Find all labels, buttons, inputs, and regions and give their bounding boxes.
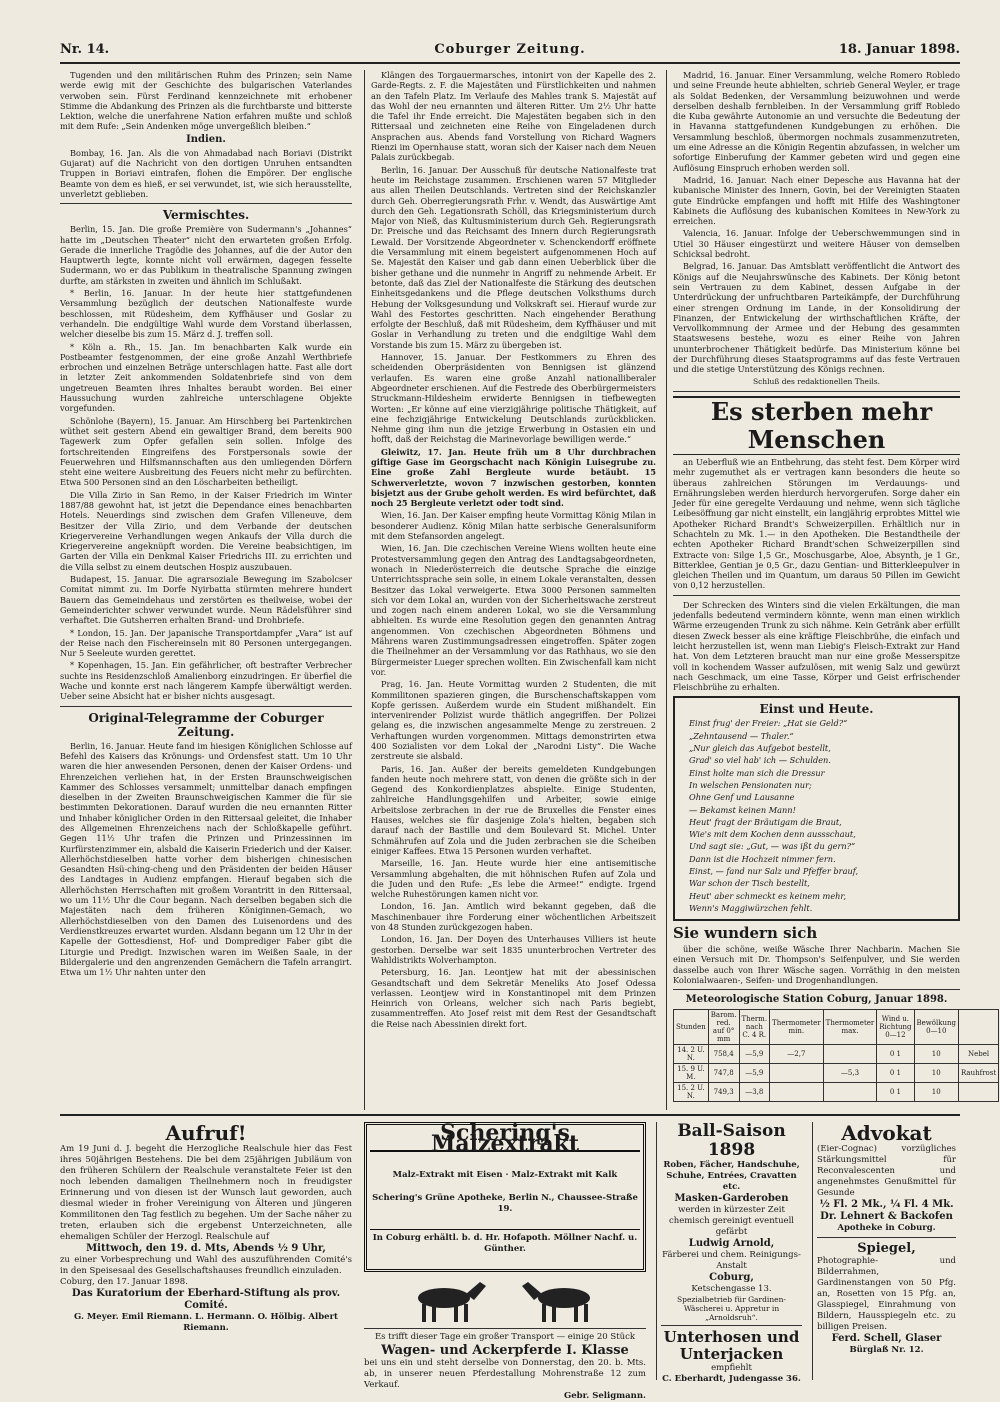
- article-paragraph: Klängen des Torgauermarsches, intonirt von der Kapelle des 2. Garde-Regts. z. F. die Majestäten und Fürstlichkeiten und nahmen an den Tafeln Platz. Im Verlaufe des Mahles trank S. Majestät auf das Wohl der neu ernannten und älteren Ritter. Um 2½ Uhr hatte die Tafel ihr Ende erreicht. Die Majestäten begaben sich in den Rittersaal und zeichneten eine Reihe von Eingeladenen durch Ansprachen aus. Abends fand Vorstellung von Richard Wagners Rienzi im Opernhause statt, woran sich der Kaiser nach dem Neuen Palais zurückbegab.: [371, 70, 656, 163]
- column-1: [60, 70, 352, 1110]
- ad-text: empfiehlt: [711, 1363, 752, 1373]
- ad-firm: Ferd. Schell, Glaser: [831, 1333, 942, 1344]
- ad-title: Aufruf!: [165, 1121, 247, 1145]
- poem-line: Dann ist die Hochzeit nimmer fern.: [689, 853, 836, 864]
- table-cell: 10: [914, 1083, 958, 1102]
- poem-line: „Zehntausend — Thaler.“: [689, 730, 794, 741]
- table-header-cell: Wind u. Richtung 0—12: [877, 1010, 914, 1045]
- table-cell: —5,9: [739, 1045, 770, 1064]
- horse-illustration: [364, 1276, 646, 1324]
- weather-table: [673, 1009, 999, 1102]
- table-cell: [823, 1083, 877, 1102]
- editorial-end-note: Schluß des redaktionellen Theils.: [752, 376, 881, 386]
- table-cell: 10: [914, 1064, 958, 1083]
- table-header-cell: Bewölkung 0—10: [914, 1010, 958, 1045]
- divider: [673, 989, 960, 990]
- article-paragraph: Die Villa Zirio in San Remo, in der Kaiser Friedrich im Winter 1887/88 gewohnt hat, ist jetzt die Dependance eines benachbarten Hotels. Neuerdings sind zwischen dem Grafen Villeneuve, dem Besitzer der Villa Zirio, und dem Verbande der deutschen Kriegervereine Verhandlungen wegen Ankaufs der Villa durch die Kriegervereine angeknüpft worden. Die Vereine beabsichtigen, im Garten der Villa ein Denkmal Kaiser Friedrichs III. zu errichten und die Villa selbst zu einem deutschen Hospiz auszubauen.: [60, 489, 352, 572]
- section-heading: Indien.: [186, 133, 226, 145]
- ad-firm: Ludwig Arnold,: [688, 1238, 775, 1249]
- ad-text: über die schöne, weiße Wäsche Ihrer Nachbarin. Machen Sie einen Versuch mit Dr. Thompson's Seifenpulver, und Sie werden dasselbe auch von Ihrer Wäsche sagen. Vorräthig in den meisten Kolonialwaaren-, Seifen- und Drogenhandlungen.: [673, 944, 960, 986]
- poem-line: Heut' aber schmeckt es keinem mehr,: [689, 890, 847, 901]
- poem-line: — Bekamst keinen Mann!: [689, 804, 796, 815]
- poem-line: Grad' so viel hab' ich — Schulden.: [689, 755, 831, 766]
- ad-signature: Das Kuratorium der Eberhard-Stiftung als prov. Comité.: [71, 1288, 341, 1311]
- article-paragraph: * Berlin, 16. Januar. In der heute hier stattgefundenen Versammlung bezüglich der deutschen Nationalfeste wurde beschlossen, mit Rüdesheim, dem Kyffhäuser und Goslar zu verhandeln. Die endgültige Wahl wurde dem Vorstand überlassen, welcher dieselbe bis zum 15. März d. J. treffen soll.: [60, 288, 352, 340]
- divider: [661, 1325, 802, 1326]
- table-header-cell: Thermometer max.: [823, 1010, 877, 1045]
- advertisement-section: [60, 1114, 960, 1401]
- ad-text: bei uns ein und steht derselbe von Donnerstag, den 20. b. Mts. ab, in unserer neuen Pferdestallung Mohrenstraße 12 zum Verkauf.: [364, 1358, 646, 1390]
- table-cell: 0 1: [877, 1083, 914, 1102]
- table-cell: Nebel: [959, 1045, 999, 1064]
- article-paragraph: Budapest, 15. Januar. Die agrarsoziale Bewegung im Szabolcser Comitat nimmt zu. Im Dorfe Nyirbatta stürmten mehrere hundert Bauern das Gemeindehaus und zerstörten es theilweise, wobei der Gemeinderichter schwer verwundet wurde. Neun Rädelsführer sind verhaftet. Die Gutsherren erhalten Brand- und Drohbriefe.: [60, 574, 352, 626]
- divider: [817, 1237, 956, 1238]
- poem-line: In welschen Pensionaten nur;: [689, 779, 812, 790]
- article-paragraph: Bombay, 16. Jan. Als die von Ahmadabad nach Boriavi (Distrikt Gujarat) auf die Nachricht von den dortigen Unruhen entsandten Truppen in Boriavi eintrafen, flohen die Empörer. Der englische Beamte von dem es hieß, er sei verwundet, ist, wie sich herausstellte, unverletzt geblieben.: [60, 147, 352, 199]
- ad-city: Coburg,: [709, 1272, 754, 1283]
- table-header-cell: Stunden: [674, 1010, 709, 1045]
- ad-text: (Eier-Cognac) vorzügliches Stärkungsmittel für Reconvalescenten und angenehmstes Genußmittel für Gesunde: [817, 1144, 956, 1198]
- table-row: [674, 1045, 999, 1064]
- article-paragraph: * Kopenhagen, 15. Jan. Ein gefährlicher, oft bestrafter Verbrecher suchte ins Residenzschloß Amalienborg einzudringen. Er überfiel die Wache und konnte erst nach längerem Kampfe überwältigt werden. Ueber seine Absicht hat er bisher nichts ausgesagt.: [60, 660, 352, 702]
- article-paragraph: Valencia, 16. Januar. Infolge der Ueberschwemmungen sind in Utiel 30 Häuser eingestürzt und weitere Häuser von demselben Schicksal bedroht.: [673, 228, 960, 260]
- ad-firm: Dr. Lehnert & Backofen: [820, 1211, 953, 1222]
- table-cell: 15. 9 U. M.: [674, 1064, 709, 1083]
- divider: [60, 203, 352, 204]
- issue-number: Nr. 14.: [60, 42, 110, 57]
- column-3: [666, 70, 997, 1110]
- ad-address: Bürglaß Nr. 12.: [849, 1345, 924, 1355]
- ad-text: Photographie- und Bilderrahmen, Gardinenstangen von 50 Pfg. an, Rosetten von 15 Pfg. an, Glasspiegel, Einrahmung von Bildern, Hausspiegeln etc. zu billigen Preisen.: [817, 1256, 956, 1332]
- divider: [364, 1328, 646, 1329]
- weather-title: Meteorologische Station Coburg, Januar 1898.: [685, 994, 948, 1006]
- article-paragraph: Tugenden und den militärischen Ruhm des Prinzen; sein Name werde ewig mit der Geschichte des bulgarischen Vaterlandes verwoben sein. Fürst Ferdinand kennzeichnete mit erhobener Stimme die Abdankung des Prinzen als die furchtbarste und bitterste Lektion, welche die unerfahrene Nation erfahren mußte und schloß mit dem Rufe: „Sein Andenken möge unvergeßlich bleiben.“: [60, 70, 352, 132]
- divider: [673, 391, 960, 392]
- article-paragraph: Berlin, 15. Jan. Die große Première von Sudermann's „Johannes“ hatte im „Deutschen Theater“ nicht den erwarteten großen Erfolg. Gerade die innerliche Tragödie des Johannes, auf die der Autor den Hauptwerth legte, konnte nicht voll erwärmen, dagegen fesselte Sudermann, wo er das Publikum in theatralische Spannung zwingen durfte, am stärksten in zweiten und ähnlich im Schlußakt.: [60, 224, 352, 286]
- horse-icon: [364, 1276, 646, 1324]
- ad-title: Wagen- und Ackerpferde I. Klasse: [381, 1343, 629, 1358]
- ad-text: zu einer Vorbesprechung und Wahl des auszuführenden Comité's in den Speisesaal des Gesellschaftshauses freundlich einzuladen.: [60, 1255, 352, 1276]
- ad-price: ½ Fl. 2 Mk., ¼ Fl. 4 Mk.: [819, 1199, 954, 1210]
- article-paragraph: * Köln a. Rh., 15. Jan. Im benachbarten Kalk wurde ein Postbeamter festgenommen, der eine große Anzahl Werthbriefe erbrochen und einzelnen Beträge unterschlagen hatte. Fast alle dort in letzter Zeit ankommenden Soldatenbriefe sind von dem ungetreuen Beamten ihres Inhaltes beraubt worden. Bei einer Haussuchung wurden zahlreiche unterschlagene Objekte vorgefunden.: [60, 341, 352, 414]
- poem-line: Ohne Genf und Lausanne: [689, 792, 795, 803]
- table-cell: 14. 2 U. N.: [674, 1045, 709, 1064]
- table-cell: 0 1: [877, 1064, 914, 1083]
- article-paragraph: Schönlohe (Bayern), 15. Januar. Am Hirschberg bei Partenkirchen wüthet seit gestern Abend ein gewaltiger Brand, dem bereits 900 Tagewerk zum Opfer gefallen sein sollen. Infolge des fortschreitenden Eingreifens des Forstpersonals sowie der Feuerwehren und Hilfsmannschaften aus den umliegenden Dörfern steht eine weitere Ausbreitung des Feuers nicht mehr zu befürchten. Etwa 500 Personen sind an den Löscharbeiten betheiligt.: [60, 415, 352, 488]
- article-paragraph: Belgrad, 16. Januar. Das Amtsblatt veröffentlicht die Antwort des Königs auf die Neujahrswünsche des Kabinets. Der König betont sein Vertrauen zu dem Kabinet, dessen Aufgabe in der Unterdrückung der unfruchtbaren Parteikämpfe, der Durchführung einer strengen Ordnung im Lande, in der Konsolidirung der Finanzen, der Entwickelung der wirthschaftlichen Kräfte, der Vervollkommnung der Armee und der Hebung des gesammten Staatswesens bestehe, wozu es einer Reihe von Jahren ununterbrochener Thätigkeit bedürfe. Das Ministerium könne bei der Durchführung dieses Staatsprogramms auf das feste Vertrauen und die stetige Unterstützung des Königs rechnen.: [673, 261, 960, 375]
- table-row: [674, 1064, 999, 1083]
- article-paragraph: Madrid, 16. Januar. Nach einer Depesche aus Havanna hat der kubanische Minister des Innern, Govin, bei der Vereinigten Staaten gute Eindrücke empfangen und hofft mit Hilfe des Washingtoner Kabinets die Auflösung des kubanischen Komitees in New-York zu erreichen.: [673, 174, 960, 227]
- table-cell: —5,9: [739, 1064, 770, 1083]
- article-paragraph: Paris, 16. Jan. Außer der bereits gemeldeten Kundgebungen fanden heute noch mehrere statt, von denen die größte sich in der Gegend des Konkordienplatzes abspielte. Einige Studenten, zahlreiche Handlungsgehilfen und Arbeiter, sowie einige Arbeitslose zerbrachen in der rue de Bruxelles die Fenster eines Hauses, welches sie für dasjenige Zola's hielten, begaben sich darauf nach der Bastille und dem Boulevard St. Michel. Unter Schmährufen auf Zola und die Juden zerbrachen sie die Scheiben einiger Kaffees. Etwa 15 Personen wurden verhaftet.: [371, 763, 656, 856]
- ad-text: Der Schrecken des Winters sind die vielen Erkältungen, die man jedenfalls bedeutend vermindern könnte, wenn man einen wirklich Wärme erzeugenden Trunk zu sich nähme. Kein Getränk aber erfüllt diesen Zweck besser als eine kräftige Fleischbrühe, die einfach und leicht herzustellen ist, wenn man Liebig's Fleisch-Extrakt zur Hand hat. Von dem Letzteren braucht man nur eine große Messerspitze voll in kochendem Wasser aufzulösen, mit wenig Salz und gewürzt nach Geschmack, um eine Tasse, Körper und Geist erfrischender Fleischbrühe zu erhalten.: [673, 599, 960, 693]
- ad-signature: Gebr. Seligmann.: [564, 1391, 646, 1401]
- ball-saison-ad: [656, 1121, 806, 1384]
- table-cell: 10: [914, 1045, 958, 1064]
- table-cell: 749,3: [708, 1083, 739, 1102]
- ad-text: werden in kürzester Zeit chemisch gereinigt eventuell gefärbt: [668, 1205, 795, 1237]
- table-cell: Rauhfrost: [959, 1064, 999, 1083]
- divider: [673, 595, 960, 596]
- poem-line: Einst, — fand nur Salz und Pfeffer brauf,: [689, 866, 859, 876]
- ad-text: Malz-Extrakt mit Eisen · Malz-Extrakt mit Kalk: [392, 1170, 618, 1180]
- ad-text: Apotheke in Coburg.: [837, 1223, 936, 1233]
- ad-text: In Coburg erhältl. b. d. Hr. Hofapoth. Möllner Nachf. u. Günther.: [370, 1229, 640, 1255]
- article-paragraph: Berlin, 16. Januar. Der Ausschuß für deutsche Nationalfeste trat heute im Reichstage zusammen. Erschienen waren 57 Mitglieder aus allen Theilen Deutschlands. Vertreten sind der Reichskanzler durch Geh. Oberregierungsrath Frhr. v. Wendt, das Auswärtige Amt durch den Geh. Legationsrath Schöll, das Kriegsministerium durch Major von Nieß, das Kultusministerium durch Geh. Regierungsrath Dr. Preische und das Reichsamt des Innern durch Regierungsrath Lewald. Der Vorsitzende Abgeordneter v. Schenckendorff eröffnete die Versammlung mit einem begeistert aufgenommenen Hoch auf Se. Majestät den Kaiser und gab dann einen Ueberblick über die bisher gethane und die nunmehr in Angriff zu nehmende Arbeit. Er betonte, daß das Ziel der Nationalfeste die Stärkung des deutschen Einheitsgedankens und die Pflege deutschen Volksthums durch Hebung der Volksgesundung und Volkskraft sei. Hierauf wurde zur Wahl des Festortes geschritten. Nach eingehender Berathung erfolgte der Beschluß, daß mit Rüdesheim, dem Kyffhäuser und mit Goslar in Verhandlung zu treten und die endgiltige Wahl dem Vorstande bis zum 15. März zu übergeben ist.: [371, 164, 656, 350]
- ad-title: Advokat: [841, 1121, 932, 1145]
- poem-line: Einst frug' der Freier: „Hat sie Geld?“: [689, 718, 848, 729]
- article-paragraph: Prag, 16. Jan. Heute Vormittag wurden 2 Studenten, die mit Kommilitonen spazieren gingen, die Burschenschaftskappen vom Kopfe gerissen. Außerdem wurde ein Student mißhandelt. Ein intervenirender Polizist wurde thätlich angegriffen. Der Polizei gelang es, die inzwischen angesammelte Menge zu zerstreuen. 2 Verhaftungen wurden vorgenommen. Mittags demonstrirten etwa 400 Sozialisten vor dem Lokal der „Narodni Listy“. Die Wache zerstreute sie alsbald.: [371, 679, 656, 762]
- ad-text: Spezialbetrieb für Gardinen-Wäscherei u. Appretur in „Arnoldsruh“.: [677, 1295, 786, 1322]
- poem-line: Wenn's Maggiwürzchen fehlt.: [689, 902, 813, 913]
- ad-address: Ketschengasse 13.: [691, 1284, 772, 1294]
- ad-date: Mittwoch, den 19. d. Mts, Abends ½ 9 Uhr,: [86, 1243, 326, 1254]
- table-cell: [770, 1064, 824, 1083]
- newspaper-title: Coburger Zeitung.: [434, 42, 586, 57]
- aufruf-ad: [60, 1122, 352, 1380]
- poem-line: Und sagt sie: „Gut, — was ißt du gern?“: [689, 841, 856, 852]
- table-cell: 758,4: [708, 1045, 739, 1064]
- ad-signature: C. Eberhardt, Judengasse 36.: [662, 1374, 801, 1384]
- article-paragraph: Hannover, 15. Januar. Der Festkommers zu Ehren des scheidenden Oberpräsidenten von Bennigsen ist glänzend verlaufen. Es waren eine große Anzahl nationalliberaler Abgeordneter erschienen. Auf die Festrede des Oberbürgermeisters Struckmann-Hildesheim erwiderte Bennigsen in tiefbewegten Worten: „Er könne auf eine vierzigjährige politische Thätigkeit, auf eine fechzigjährige Entwickelung Deutschlands zurückblicken. Nehme ging ihm nun die jetzige Erwerbung in Ostasien ein und hofft, daß der Reichstag die Marinevorlage bewilligen werde.“: [371, 352, 656, 445]
- section-heading: Original-Telegramme der Coburger Zeitung.: [88, 710, 324, 739]
- poem-line: „Nur gleich das Aufgebot bestellt,: [689, 743, 831, 754]
- table-cell: —3,8: [739, 1083, 770, 1102]
- ad-text: Schering's Grüne Apotheke, Berlin N., Chaussee-Straße 19.: [372, 1193, 638, 1214]
- article-paragraph: London, 16. Jan. Amtlich wird bekannt gegeben, daß die Maschinenbauer ihre Forderung einer wöchentlichen Arbeitszeit von 48 Stunden zurückgezogen haben.: [371, 901, 656, 933]
- table-row: [674, 1083, 999, 1102]
- ad-title: Sie wundern sich: [673, 924, 818, 943]
- article-paragraph: London, 16. Jan. Der Doyen des Unterhauses Villiers ist heute gestorben. Derselbe war seit 1835 ununterbrochen Vertreter des Wahldistrikts Wolverhampton.: [371, 934, 656, 965]
- table-header-cell: Barom. red. auf 0° mm: [708, 1010, 739, 1045]
- table-cell: —5,3: [823, 1064, 877, 1083]
- ad-text: Färberei und chem. Reinigungs-Anstalt: [662, 1250, 801, 1271]
- ad-text: Roben, Fächer, Handschuhe, Schuhe, Entrées, Cravatten etc.: [663, 1160, 800, 1192]
- poem-line: Wie's mit dem Kochen denn aussschaut,: [689, 829, 856, 840]
- ad-text: Es trifft dieser Tage ein großer Transport — einige 20 Stück: [374, 1332, 636, 1342]
- ad-names: G. Meyer. Emil Riemann. L. Hermann. O. Hölbig. Albert Riemann.: [74, 1312, 338, 1333]
- article-paragraph: * London, 15. Jan. Der japanische Transportdampfer „Vara“ ist auf der Reise nach den Fischereinseln mit 80 Personen untergegangen. Nur 5 Seeleute wurden gerettet.: [60, 627, 352, 659]
- poem-line: Heut' fragt der Bräutigam die Braut,: [689, 816, 842, 827]
- page-header: [60, 36, 960, 64]
- ad-text: an Ueberfluß wie an Entbehrung, das steht fest. Dem Körper wird mehr zugemuthet als er vertragen kann besonders die heute so überaus zahlreichen Störungen im Verdauungs- und Ernährungsleben werden hierdurch hervorgerufen. Sorge daher ein Jeder für eine geregelte Verdauung und nehme, wenn sich tägliche Leibesöffnung gar nicht einstellt, ein langjährig erprobtes Mittel wie Apotheker Richard Brandt's Schweizerpillen. Erhältlich nur in Schachteln zu Mk. 1.— in den Apotheken. Die Bestandtheile der echten Apotheker Richard Brandt'schen Schweizerpillen sind Extracte von: Silge 1,5 Gr., Moschusgarbe, Aloe, Absynth, je 1 Gr., Bitterklee, Gentian je 0,5 Gr., dazu Gentian- und Bitterkleepulver in gleichen Theilen und im Quantum, um daraus 50 Pillen im Gewicht von 0,12 herzustellen.: [673, 456, 960, 591]
- table-header-row: [674, 1010, 999, 1045]
- table-cell: —2,7: [770, 1045, 824, 1064]
- poem-line: Einst holte man sich die Dressur: [689, 767, 825, 778]
- article-paragraph: Madrid, 16. Januar. Einer Versammlung, welche Romero Robledo und seine Freunde heute abhielten, schrieb General Weyler, er trage als Soldat Bedenken, der Versammlung beizuwohnen und werde derselben deshalb fernbleiben. In der Versammlung griff Robledo die Kuba gewährte Autonomie an und versuchte die Bedeutung der in Havanna stattgefundenen Kundgebungen zu erhöhen. Die Versammlung beschloß, übermorgen nochmals zusammenzutreten, um eine Adresse an die Königin Regentin abzufassen, in welcher um sofortige Einberufung der Kammer gebeten wird und gegen eine Auflösung Einspruch erhoben werden soll.: [673, 70, 960, 173]
- ad-title: Es sterben mehr Menschen: [673, 396, 960, 455]
- column-2: [364, 70, 656, 1110]
- article-paragraph: Marseille, 16. Jan. Heute wurde hier eine antisemitische Versammlung abgehalten, die mit höhnischen Rufen auf Zola und die Juden und den Rufe: „Es lebe die Armee!“ endigte. Irgend welche Ruhestörungen kamen nicht vor.: [371, 858, 656, 900]
- table-header-cell: Therm. nach C. 4 R.: [739, 1010, 770, 1045]
- poem-title: Einst und Heute.: [759, 702, 874, 717]
- ad-title: Ball-Saison 1898: [677, 1121, 786, 1160]
- table-cell: 15. 2 U. N.: [674, 1083, 709, 1102]
- malz-box: [364, 1122, 646, 1272]
- ad-title: Spiegel,: [857, 1241, 916, 1256]
- ad-text: Am 19 Juni d. J. begeht die Herzogliche Realschule hier das Fest ihres 50jährigen Bestehens. Die bei dem 25jährigen Jubiläum von den früheren Schülern der Realschule veranstaltete Feier ist den noch lebenden damaligen Theilnehmern noch in freudigster Erinnerung und von diesen ist der Wunsch laut geworden, auch diesmal wieder in froher Vereinigung von Älteren und jüngeren Kommilitonen den Tag festlich zu begehen. Um der Sache näher zu treten, erlauben sich die ergebenst Unterzeichneten, alle ehemaligen Schüler der Herzogl. Realschule auf: [60, 1144, 352, 1242]
- ad-title: Schering's Malzextrakt: [370, 1128, 640, 1152]
- table-header-cell: [959, 1010, 999, 1045]
- table-header-cell: Thermometer min.: [770, 1010, 824, 1045]
- ad-title: Unterhosen und Unterjacken: [663, 1328, 800, 1363]
- divider: [60, 706, 352, 707]
- table-cell: [770, 1083, 824, 1102]
- table-cell: [959, 1083, 999, 1102]
- section-heading: Vermischtes.: [162, 208, 250, 223]
- table-cell: 0 1: [877, 1045, 914, 1064]
- article-paragraph: Wien, 16. Jan. Der Kaiser empfing heute Vormittag König Milan in besonderer Audienz. König Milan hatte serbische Generalsuniform mit dem Stefansorden angelegt.: [371, 510, 656, 542]
- advokat-ad: [812, 1122, 960, 1380]
- article-paragraph: Gleiwitz, 17. Jan. Heute früh um 8 Uhr durchbrachen giftige Gase im Georgschacht nach Königin Luisegrube zu. Eine große Zahl Bergleute wurde betäubt. 15 Schwerverletzte, wovon 7 inzwischen gestorben, konnten bisjetzt aus der Grube geholt werden. Es wird befürchtet, daß noch 25 Bergleute verletzt oder todt sind.: [371, 446, 656, 509]
- article-paragraph: Petersburg, 16. Jan. Leontjew hat mit der abessinischen Gesandtschaft und dem Sekretär Meneliks Ato Josef Odessa verlassen. Leontjew wird in Konstantinopel mit dem Prinzen Heinrich von Orleans, welcher sich nach Paris begiebt, zusammentreffen. Ato Josef reist mit dem Rest der Gesandtschaft die Reise nach Abessinien direkt fort.: [371, 967, 656, 1029]
- table-cell: [823, 1045, 877, 1064]
- table-cell: 747,8: [708, 1064, 739, 1083]
- article-paragraph: Berlin, 16. Januar. Heute fand im hiesigen Königlichen Schlosse auf Befehl des Kaisers das Krönungs- und Ordensfest statt. Um 10 Uhr waren die hier anwesenden Personen, denen der Kaiser Ordens- und Ehrenzeichen verliehen hat, in der Ersten Braunschweigischen Kammer des Schlosses versammelt; unmittelbar danach empfingen dieselben in der Zweiten Braunschweigischen Kammer die für sie bestimmten Dekorationen. Darauf wurden die neu ernannten Ritter und Inhaber königlicher Orden in den Rittersaal geleitet, die Inhaber des Allgemeinen Ehrenzeichens nach der Schloßkapelle geführt. Gegen 11½ Uhr trafen die Prinzen und Prinzessinnen im Kurfürstenzimmer ein, alsbald die Kaiserin Friederich und der Kaiser. Allerhöchstdieselben hatte vorher dem bisherigen chinesischen Gesandten Hsü-ching-cheng und den Präsidenten der beiden Häuser des Landtages in Audienz empfangen. Hierauf begaben sich die Allerhöchsten Herrschaften mit großem Vorantritt in den Rittersaal, wo um 11½ Uhr die Cour begann. Nach derselben begaben sich die Majestäten nach dem früheren Königinnen-Gemach, wo Allerhöchstdieselben von den Damen des Luisenordens und des Verdienstkreuzes erwartet wurden. Alsdann begann um 12 Uhr in der Kapelle der Gottesdienst, Hof- und Domprediger Faber gibt die Liturgie und Predigt. Inzwischen waren im Weißen Saale, in der Bildergalerie und den angrenzenden Gemächern die Tafeln arrangirt. Etwa um 1½ Uhr nahten unter den: [60, 740, 352, 978]
- article-paragraph: Wien, 16. Jan. Die czechischen Vereine Wiens wollten heute eine Protestversammlung gegen den Antrag des Landtagsabgeordneten, wonach in Niederösterreich die deutsche Sprache die einzige Unterrichtssprache sein solle, in einem Lokale veranstalten, dessen Besitzer das Lokal verweigerte. Etwa 3000 Personen sammelten sich vor dem Lokal an, wurden von der Sicherheitswache zerstreut und zogen nach einem anderen Lokal, wo sie die Versammlung abhielten. Es wurde eine Resolution gegen den genannten Antrag angenommen. Von czechischen Abgeordneten Böhmens und Mährens waren Zustimmungsadressen eingetroffen. Später zogen die Theilnehmer an der Versammlung vor das Rathhaus, wo sie den Bürgermeister Lueger sprechen wollten. Ein Zwischenfall kam nicht vor.: [371, 543, 656, 677]
- issue-date: 18. Januar 1898.: [838, 42, 960, 57]
- ad-place-date: Coburg, den 17. Januar 1898.: [60, 1277, 188, 1287]
- poem-line: War schon der Tisch bestellt,: [689, 878, 810, 889]
- newspaper-page: [60, 36, 997, 1401]
- malzextrakt-ad: [364, 1120, 646, 1401]
- ad-text: Masken-Garderoben: [674, 1193, 789, 1204]
- poem-box: [673, 696, 960, 921]
